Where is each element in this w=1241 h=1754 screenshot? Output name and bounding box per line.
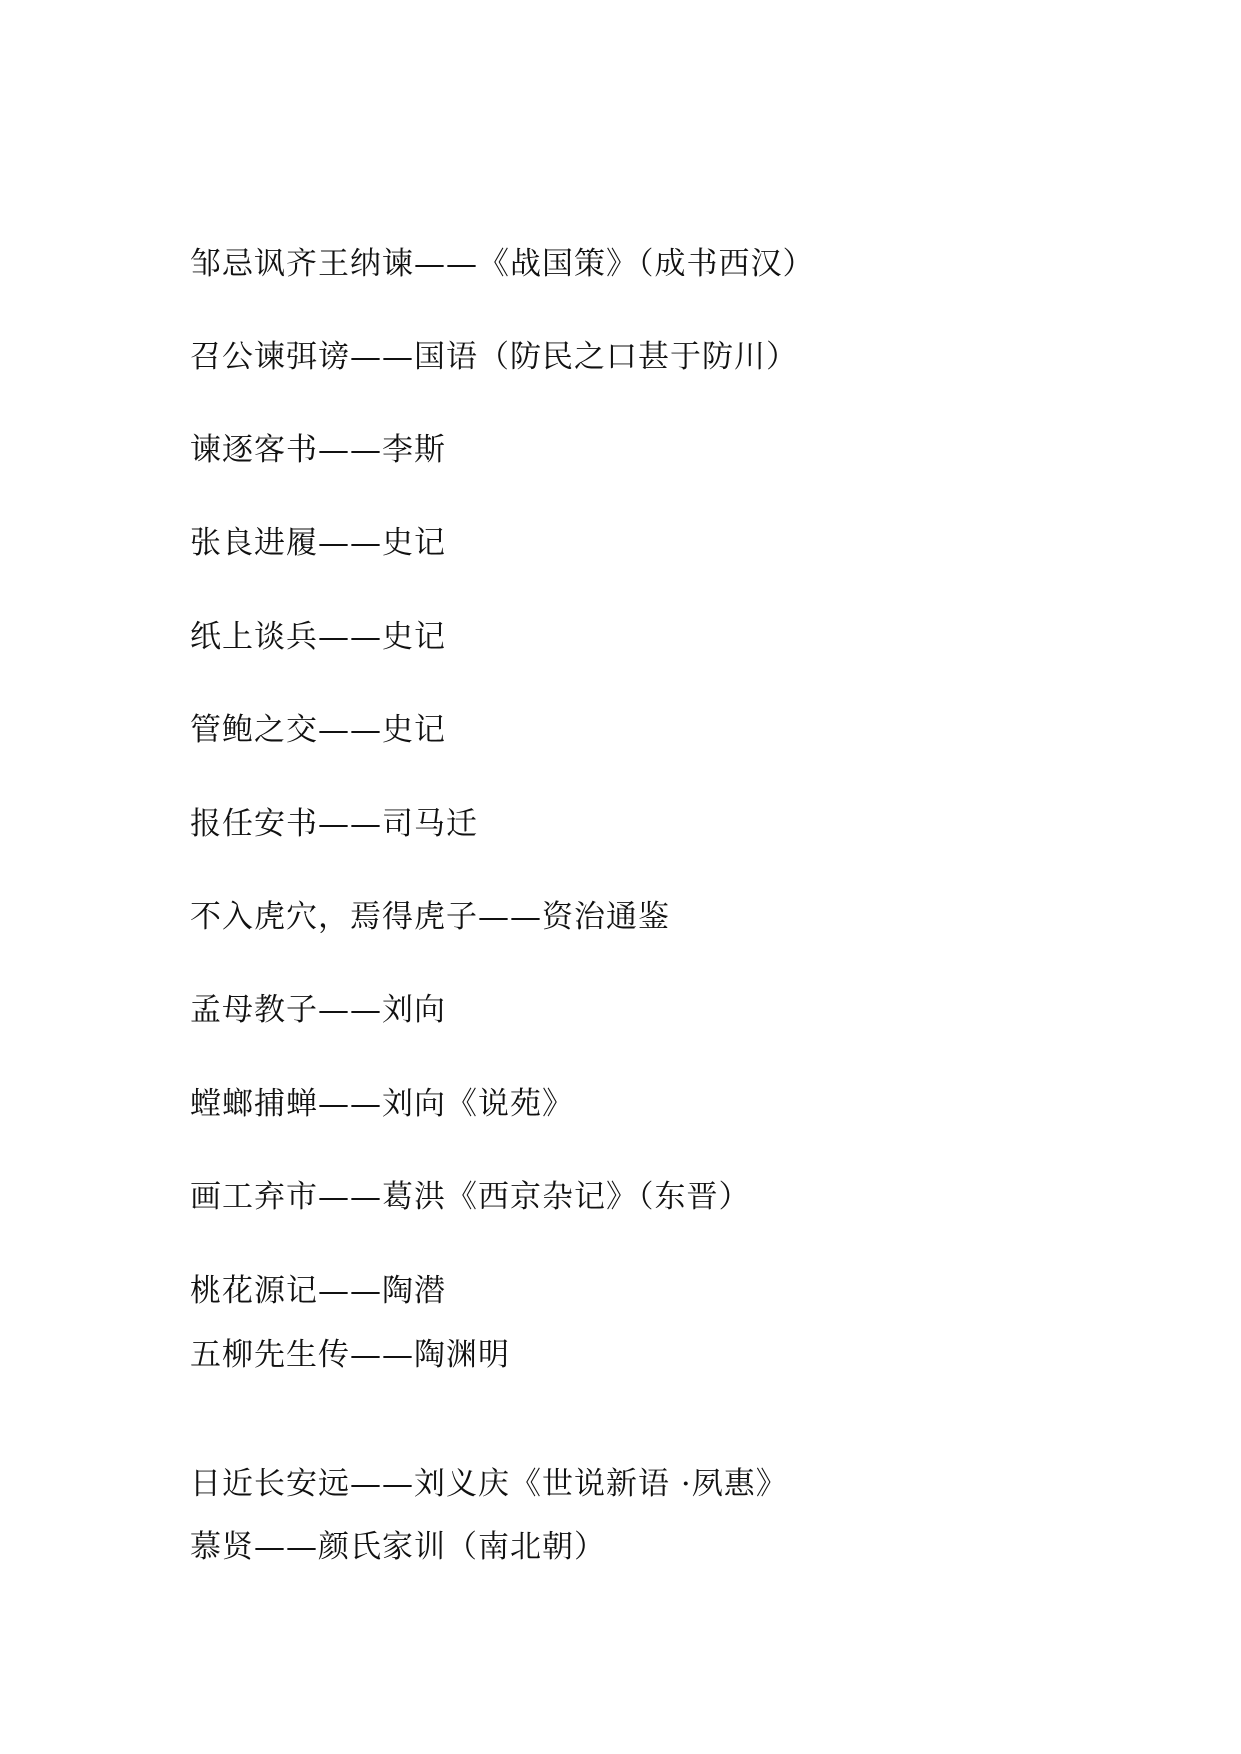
text-line-3: 谏逐客书——李斯 (190, 432, 446, 468)
text-line-10: 螳螂捕蝉——刘向《说苑》 (190, 1086, 574, 1122)
text-line-4: 张良进履——史记 (190, 525, 446, 561)
text-line-7: 报任安书——司马迁 (190, 806, 478, 842)
text-line-8: 不入虎穴，焉得虎子——资治通鉴 (190, 899, 670, 935)
text-line-12: 桃花源记——陶潜 (190, 1273, 446, 1309)
text-line-6: 管鲍之交——史记 (190, 712, 446, 748)
text-line-2: 召公谏弭谤——国语（防民之口甚于防川） (190, 339, 798, 375)
text-line-9: 孟母教子——刘向 (190, 992, 446, 1028)
text-line-1: 邹忌讽齐王纳谏——《战国策》（成书西汉） (190, 246, 815, 282)
text-line-13: 五柳先生传——陶渊明 (190, 1337, 510, 1373)
text-line-5: 纸上谈兵——史记 (190, 619, 446, 655)
text-line-14: 日近长安远——刘义庆《世说新语 ·夙惠》 (190, 1466, 788, 1502)
text-line-11: 画工弃市——葛洪《西京杂记》（东晋） (190, 1179, 751, 1215)
text-line-15: 慕贤——颜氏家训（南北朝） (190, 1529, 606, 1565)
